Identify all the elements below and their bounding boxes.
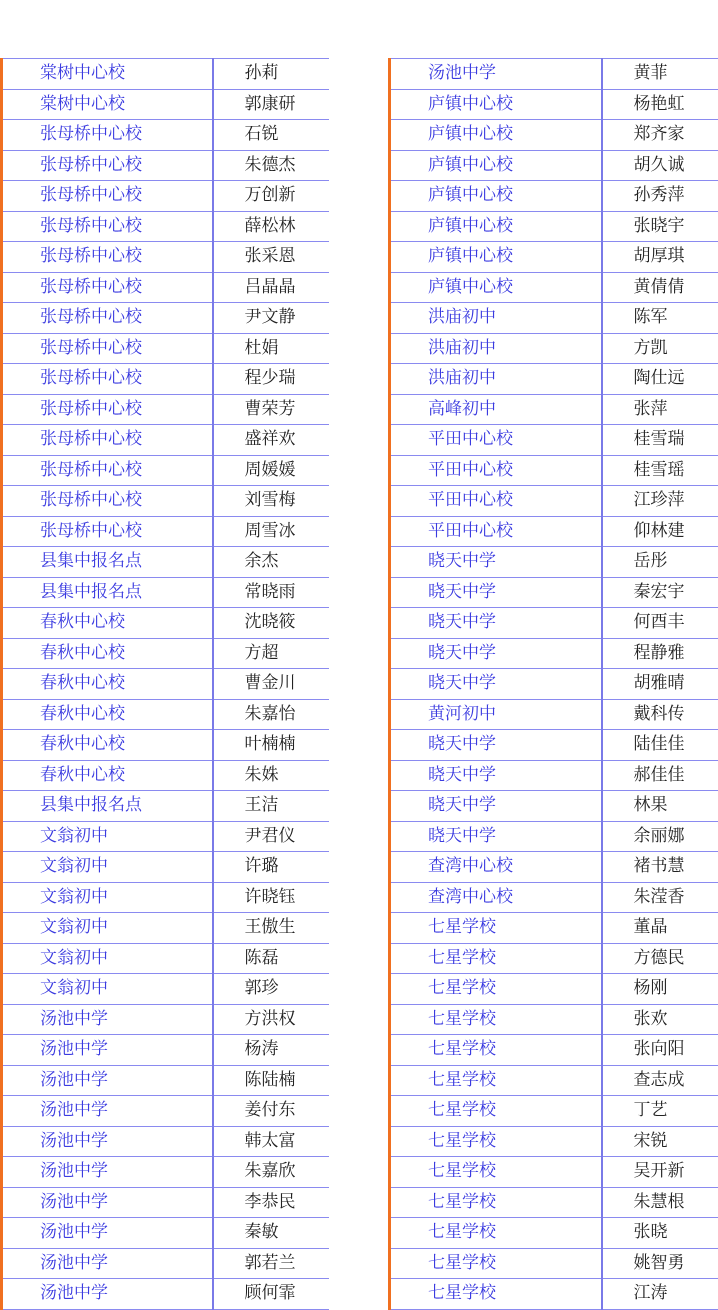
table-row	[2, 1126, 329, 1157]
person-name-cell: 黄倩倩	[602, 272, 718, 303]
school-cell: 黄河初中	[390, 699, 602, 730]
person-name-cell: 张晓	[602, 1218, 718, 1249]
person-name-cell: 孙莉	[213, 59, 329, 90]
table-row	[2, 760, 329, 791]
person-name-cell: 褚书慧	[602, 852, 718, 883]
table-row	[2, 1279, 329, 1310]
table-row	[390, 120, 718, 151]
table-row	[390, 1035, 718, 1066]
school-cell: 七星学校	[390, 1187, 602, 1218]
school-cell: 查湾中心校	[390, 882, 602, 913]
person-name-cell: 程静雅	[602, 638, 718, 669]
person-name-cell: 周雪冰	[213, 516, 329, 547]
school-cell: 春秋中心校	[2, 760, 213, 791]
table-row	[2, 547, 329, 578]
table-row	[2, 1035, 329, 1066]
person-name-cell: 王洁	[213, 791, 329, 822]
table-row	[2, 638, 329, 669]
table-row	[390, 669, 718, 700]
right-roster-table	[388, 58, 718, 1310]
person-name-cell: 程少瑞	[213, 364, 329, 395]
table-row	[390, 516, 718, 547]
table-row	[2, 1004, 329, 1035]
school-cell: 七星学校	[390, 1157, 602, 1188]
table-row	[390, 974, 718, 1005]
table-row	[2, 455, 329, 486]
person-name-cell: 叶楠楠	[213, 730, 329, 761]
school-cell: 七星学校	[390, 1004, 602, 1035]
person-name-cell: 林果	[602, 791, 718, 822]
school-cell: 张母桥中心校	[2, 150, 213, 181]
table-row	[2, 1187, 329, 1218]
table-row	[390, 1004, 718, 1035]
person-name-cell: 岳彤	[602, 547, 718, 578]
table-row	[390, 1248, 718, 1279]
school-cell: 文翁初中	[2, 852, 213, 883]
school-cell: 张母桥中心校	[2, 211, 213, 242]
person-name-cell: 郭珍	[213, 974, 329, 1005]
person-name-cell: 杨涛	[213, 1035, 329, 1066]
table-row	[390, 913, 718, 944]
person-name-cell: 王傲生	[213, 913, 329, 944]
table-row	[2, 913, 329, 944]
school-cell: 七星学校	[390, 1065, 602, 1096]
table-row	[2, 730, 329, 761]
school-cell: 汤池中学	[390, 59, 602, 90]
table-row	[390, 791, 718, 822]
table-row	[390, 455, 718, 486]
school-cell: 平田中心校	[390, 455, 602, 486]
table-row	[2, 516, 329, 547]
school-cell: 汤池中学	[2, 1279, 213, 1310]
person-name-cell: 郝佳佳	[602, 760, 718, 791]
person-name-cell: 戴科传	[602, 699, 718, 730]
person-name-cell: 朱姝	[213, 760, 329, 791]
person-name-cell: 胡厚琪	[602, 242, 718, 273]
person-name-cell: 余杰	[213, 547, 329, 578]
school-cell: 七星学校	[390, 943, 602, 974]
table-row	[390, 394, 718, 425]
school-cell: 张母桥中心校	[2, 272, 213, 303]
person-name-cell: 桂雪瑶	[602, 455, 718, 486]
table-row	[2, 150, 329, 181]
school-cell: 文翁初中	[2, 882, 213, 913]
person-name-cell: 郭若兰	[213, 1248, 329, 1279]
table-row	[2, 943, 329, 974]
school-cell: 晓天中学	[390, 608, 602, 639]
school-cell: 七星学校	[390, 913, 602, 944]
person-name-cell: 陈军	[602, 303, 718, 334]
table-row	[390, 303, 718, 334]
school-cell: 晓天中学	[390, 730, 602, 761]
table-row	[2, 821, 329, 852]
school-cell: 文翁初中	[2, 943, 213, 974]
table-row	[2, 882, 329, 913]
person-name-cell: 李恭民	[213, 1187, 329, 1218]
person-name-cell: 秦宏宇	[602, 577, 718, 608]
table-row	[2, 120, 329, 151]
person-name-cell: 顾何霏	[213, 1279, 329, 1310]
school-cell: 七星学校	[390, 1035, 602, 1066]
school-cell: 七星学校	[390, 1218, 602, 1249]
person-name-cell: 姚智勇	[602, 1248, 718, 1279]
table-row	[2, 181, 329, 212]
school-cell: 张母桥中心校	[2, 242, 213, 273]
school-cell: 汤池中学	[2, 1004, 213, 1035]
person-name-cell: 郑齐家	[602, 120, 718, 151]
school-cell: 晓天中学	[390, 577, 602, 608]
school-cell: 文翁初中	[2, 913, 213, 944]
person-name-cell: 张萍	[602, 394, 718, 425]
person-name-cell: 张向阳	[602, 1035, 718, 1066]
table-row	[2, 608, 329, 639]
school-cell: 张母桥中心校	[2, 486, 213, 517]
person-name-cell: 查志成	[602, 1065, 718, 1096]
table-row	[2, 486, 329, 517]
table-row	[2, 791, 329, 822]
school-cell: 棠树中心校	[2, 59, 213, 90]
table-row	[2, 974, 329, 1005]
school-cell: 县集中报名点	[2, 547, 213, 578]
school-cell: 晓天中学	[390, 821, 602, 852]
table-row	[390, 486, 718, 517]
school-cell: 洪庙初中	[390, 303, 602, 334]
table-row	[390, 882, 718, 913]
school-cell: 庐镇中心校	[390, 89, 602, 120]
person-name-cell: 韩太富	[213, 1126, 329, 1157]
person-name-cell: 丁艺	[602, 1096, 718, 1127]
person-name-cell: 仰林建	[602, 516, 718, 547]
school-cell: 张母桥中心校	[2, 394, 213, 425]
person-name-cell: 张采恩	[213, 242, 329, 273]
school-cell: 春秋中心校	[2, 638, 213, 669]
person-name-cell: 江珍萍	[602, 486, 718, 517]
person-name-cell: 许晓钰	[213, 882, 329, 913]
person-name-cell: 陈陆楠	[213, 1065, 329, 1096]
table-row	[390, 1157, 718, 1188]
person-name-cell: 杨刚	[602, 974, 718, 1005]
table-row	[390, 364, 718, 395]
table-row	[390, 730, 718, 761]
table-row	[390, 1065, 718, 1096]
school-cell: 汤池中学	[2, 1126, 213, 1157]
table-row	[2, 272, 329, 303]
table-row	[390, 1187, 718, 1218]
school-cell: 平田中心校	[390, 425, 602, 456]
table-row	[2, 211, 329, 242]
school-cell: 庐镇中心校	[390, 272, 602, 303]
person-name-cell: 秦敏	[213, 1218, 329, 1249]
school-cell: 汤池中学	[2, 1065, 213, 1096]
person-name-cell: 尹君仪	[213, 821, 329, 852]
school-cell: 张母桥中心校	[2, 181, 213, 212]
table-row	[2, 59, 329, 90]
school-cell: 晓天中学	[390, 791, 602, 822]
school-cell: 七星学校	[390, 1279, 602, 1310]
table-row	[390, 943, 718, 974]
person-name-cell: 姜付东	[213, 1096, 329, 1127]
table-row	[2, 89, 329, 120]
table-row	[2, 303, 329, 334]
person-name-cell: 陈磊	[213, 943, 329, 974]
person-name-cell: 方超	[213, 638, 329, 669]
person-name-cell: 郭康研	[213, 89, 329, 120]
table-row	[2, 852, 329, 883]
person-name-cell: 董晶	[602, 913, 718, 944]
table-row	[2, 1218, 329, 1249]
person-name-cell: 宋锐	[602, 1126, 718, 1157]
person-name-cell: 江涛	[602, 1279, 718, 1310]
school-cell: 晓天中学	[390, 669, 602, 700]
person-name-cell: 沈晓筱	[213, 608, 329, 639]
school-cell: 晓天中学	[390, 760, 602, 791]
school-cell: 张母桥中心校	[2, 516, 213, 547]
table-row	[2, 669, 329, 700]
person-name-cell: 盛祥欢	[213, 425, 329, 456]
person-name-cell: 朱德杰	[213, 150, 329, 181]
school-cell: 春秋中心校	[2, 608, 213, 639]
table-row	[390, 547, 718, 578]
table-row	[390, 608, 718, 639]
person-name-cell: 胡雅晴	[602, 669, 718, 700]
person-name-cell: 朱嘉欣	[213, 1157, 329, 1188]
person-name-cell: 张欢	[602, 1004, 718, 1035]
person-name-cell: 石锐	[213, 120, 329, 151]
school-cell: 庐镇中心校	[390, 150, 602, 181]
school-cell: 平田中心校	[390, 516, 602, 547]
school-cell: 七星学校	[390, 1248, 602, 1279]
person-name-cell: 曹金川	[213, 669, 329, 700]
school-cell: 庐镇中心校	[390, 181, 602, 212]
school-cell: 县集中报名点	[2, 577, 213, 608]
school-cell: 庐镇中心校	[390, 120, 602, 151]
school-cell: 文翁初中	[2, 821, 213, 852]
person-name-cell: 朱嘉怡	[213, 699, 329, 730]
table-row	[390, 1279, 718, 1310]
table-row	[390, 242, 718, 273]
school-cell: 张母桥中心校	[2, 333, 213, 364]
table-row	[390, 333, 718, 364]
school-cell: 汤池中学	[2, 1096, 213, 1127]
school-cell: 晓天中学	[390, 547, 602, 578]
person-name-cell: 曹荣芳	[213, 394, 329, 425]
person-name-cell: 何酉丰	[602, 608, 718, 639]
table-row	[2, 1157, 329, 1188]
school-cell: 洪庙初中	[390, 364, 602, 395]
table-row	[2, 699, 329, 730]
school-cell: 张母桥中心校	[2, 425, 213, 456]
table-row	[2, 364, 329, 395]
table-row	[390, 211, 718, 242]
left-roster-body	[2, 59, 329, 1310]
table-row	[2, 577, 329, 608]
person-name-cell: 薛松林	[213, 211, 329, 242]
person-name-cell: 吴开新	[602, 1157, 718, 1188]
school-cell: 高峰初中	[390, 394, 602, 425]
person-name-cell: 吕晶晶	[213, 272, 329, 303]
person-name-cell: 杨艳虹	[602, 89, 718, 120]
school-cell: 张母桥中心校	[2, 364, 213, 395]
school-cell: 庐镇中心校	[390, 242, 602, 273]
table-row	[390, 821, 718, 852]
table-row	[390, 425, 718, 456]
person-name-cell: 万创新	[213, 181, 329, 212]
table-row	[390, 150, 718, 181]
left-roster-table	[0, 58, 329, 1310]
person-name-cell: 周媛媛	[213, 455, 329, 486]
school-cell: 张母桥中心校	[2, 455, 213, 486]
school-cell: 春秋中心校	[2, 669, 213, 700]
table-row	[390, 852, 718, 883]
person-name-cell: 许璐	[213, 852, 329, 883]
person-name-cell: 黄菲	[602, 59, 718, 90]
table-row	[390, 89, 718, 120]
person-name-cell: 方凯	[602, 333, 718, 364]
table-row	[2, 394, 329, 425]
table-row	[2, 425, 329, 456]
table-row	[390, 699, 718, 730]
school-cell: 汤池中学	[2, 1157, 213, 1188]
table-row	[390, 577, 718, 608]
person-name-cell: 常晓雨	[213, 577, 329, 608]
school-cell: 春秋中心校	[2, 699, 213, 730]
table-row	[2, 1248, 329, 1279]
school-cell: 县集中报名点	[2, 791, 213, 822]
person-name-cell: 孙秀萍	[602, 181, 718, 212]
table-row	[390, 1218, 718, 1249]
school-cell: 晓天中学	[390, 638, 602, 669]
school-cell: 张母桥中心校	[2, 120, 213, 151]
school-cell: 庐镇中心校	[390, 211, 602, 242]
table-row	[390, 1126, 718, 1157]
school-cell: 张母桥中心校	[2, 303, 213, 334]
school-cell: 七星学校	[390, 1096, 602, 1127]
person-name-cell: 方洪权	[213, 1004, 329, 1035]
school-cell: 查湾中心校	[390, 852, 602, 883]
school-cell: 汤池中学	[2, 1187, 213, 1218]
table-row	[390, 272, 718, 303]
person-name-cell: 朱慧根	[602, 1187, 718, 1218]
person-name-cell: 陆佳佳	[602, 730, 718, 761]
table-row	[390, 1096, 718, 1127]
person-name-cell: 胡久诚	[602, 150, 718, 181]
person-name-cell: 余丽娜	[602, 821, 718, 852]
table-row	[2, 242, 329, 273]
person-name-cell: 陶仕远	[602, 364, 718, 395]
person-name-cell: 尹文静	[213, 303, 329, 334]
table-row	[2, 333, 329, 364]
table-row	[2, 1096, 329, 1127]
school-cell: 平田中心校	[390, 486, 602, 517]
table-row	[390, 181, 718, 212]
school-cell: 汤池中学	[2, 1248, 213, 1279]
school-cell: 棠树中心校	[2, 89, 213, 120]
school-cell: 汤池中学	[2, 1218, 213, 1249]
school-cell: 洪庙初中	[390, 333, 602, 364]
school-cell: 文翁初中	[2, 974, 213, 1005]
person-name-cell: 方德民	[602, 943, 718, 974]
table-row	[390, 59, 718, 90]
school-cell: 春秋中心校	[2, 730, 213, 761]
school-cell: 汤池中学	[2, 1035, 213, 1066]
school-cell: 七星学校	[390, 1126, 602, 1157]
right-roster-body	[390, 59, 718, 1310]
table-row	[390, 638, 718, 669]
school-cell: 七星学校	[390, 974, 602, 1005]
table-row	[2, 1065, 329, 1096]
person-name-cell: 刘雪梅	[213, 486, 329, 517]
table-row	[390, 760, 718, 791]
person-name-cell: 桂雪瑞	[602, 425, 718, 456]
person-name-cell: 张晓宇	[602, 211, 718, 242]
person-name-cell: 朱滢香	[602, 882, 718, 913]
person-name-cell: 杜娟	[213, 333, 329, 364]
